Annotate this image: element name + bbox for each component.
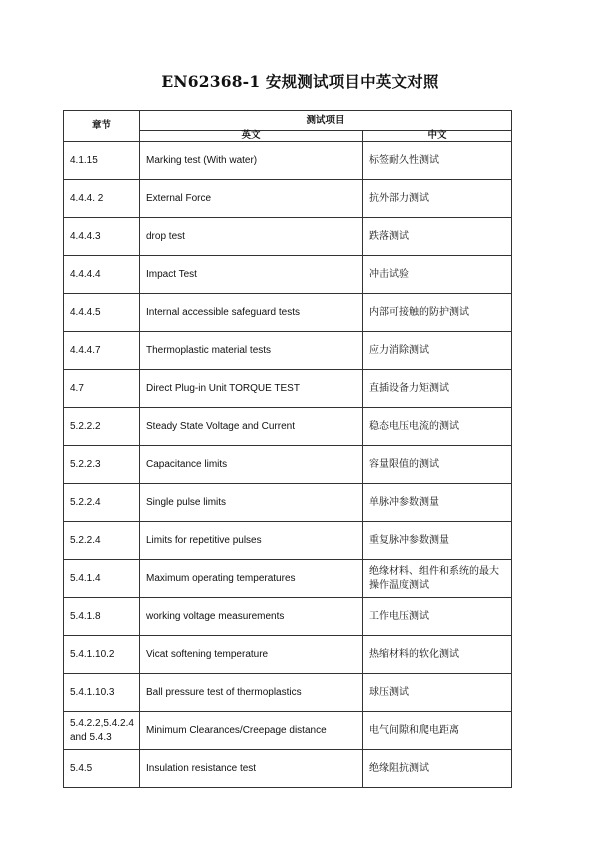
chinese-cell: 冲击试验 [363,256,512,294]
chinese-cell: 工作电压测试 [363,598,512,636]
chinese-cell: 应力消除测试 [363,332,512,370]
table-row [64,674,512,712]
clause-cell: 5.2.2.4 [64,484,140,522]
clause-cell: 5.4.1.10.2 [64,636,140,674]
chinese-cell: 跌落测试 [363,218,512,256]
table-row [64,636,512,674]
table-row [64,484,512,522]
chinese-cell: 直插设备力矩测试 [363,370,512,408]
english-cell: Ball pressure test of thermoplastics [140,674,363,712]
clause-cell: 5.4.1.10.3 [64,674,140,712]
chinese-cell: 标签耐久性测试 [363,142,512,180]
table-row [64,522,512,560]
english-cell: Capacitance limits [140,446,363,484]
table-row [64,332,512,370]
chinese-cell: 绝缘材料、组件和系统的最大操作温度测试 [363,560,512,598]
clause-cell: 5.4.5 [64,750,140,788]
header-chinese: 中文 [363,131,512,142]
clause-cell: 5.4.2.2,5.4.2.4 and 5.4.3 [64,712,140,750]
chinese-cell: 单脉冲参数测量 [363,484,512,522]
chinese-cell: 内部可接触的防护测试 [363,294,512,332]
table-row [64,712,512,750]
clause-cell: 5.4.1.8 [64,598,140,636]
table-body [64,142,512,788]
clause-cell: 5.2.2.4 [64,522,140,560]
table-row [64,142,512,180]
chinese-cell: 电气间隙和爬电距离 [363,712,512,750]
table-header-row [64,111,512,131]
table-row [64,218,512,256]
english-cell: Insulation resistance test [140,750,363,788]
test-items-table [63,110,512,788]
table-row [64,256,512,294]
header-english: 英文 [140,131,363,142]
table-row [64,294,512,332]
table-row [64,408,512,446]
clause-cell: 5.2.2.2 [64,408,140,446]
table-row [64,446,512,484]
table-row [64,750,512,788]
header-test-items: 测试项目 [140,111,512,131]
clause-cell: 4.4.4. 2 [64,180,140,218]
english-cell: working voltage measurements [140,598,363,636]
english-cell: Maximum operating temperatures [140,560,363,598]
clause-cell: 4.7 [64,370,140,408]
english-cell: drop test [140,218,363,256]
chinese-cell: 重复脉冲参数测量 [363,522,512,560]
english-cell: Single pulse limits [140,484,363,522]
document-title: EN62368-1 安规测试项目中英文对照 [161,72,439,91]
chinese-cell: 热缩材料的软化测试 [363,636,512,674]
chinese-cell: 容量限值的测试 [363,446,512,484]
table-row [64,560,512,598]
clause-cell: 4.4.4.5 [64,294,140,332]
table-row [64,370,512,408]
clause-cell: 4.4.4.7 [64,332,140,370]
clause-cell: 5.4.1.4 [64,560,140,598]
chinese-cell: 球压测试 [363,674,512,712]
table-row [64,598,512,636]
english-cell: Impact Test [140,256,363,294]
english-cell: Direct Plug-in Unit TORQUE TEST [140,370,363,408]
clause-cell: 5.2.2.3 [64,446,140,484]
chinese-cell: 绝缘阻抗测试 [363,750,512,788]
chinese-cell: 抗外部力测试 [363,180,512,218]
table-row [64,180,512,218]
english-cell: Minimum Clearances/Creepage distance [140,712,363,750]
english-cell: Marking test (With water) [140,142,363,180]
english-cell: Thermoplastic material tests [140,332,363,370]
header-clause: 章节 [64,111,140,142]
clause-cell: 4.1.15 [64,142,140,180]
clause-cell: 4.4.4.3 [64,218,140,256]
clause-cell: 4.4.4.4 [64,256,140,294]
english-cell: External Force [140,180,363,218]
chinese-cell: 稳态电压电流的测试 [363,408,512,446]
english-cell: Limits for repetitive pulses [140,522,363,560]
english-cell: Steady State Voltage and Current [140,408,363,446]
english-cell: Internal accessible safeguard tests [140,294,363,332]
english-cell: Vicat softening temperature [140,636,363,674]
